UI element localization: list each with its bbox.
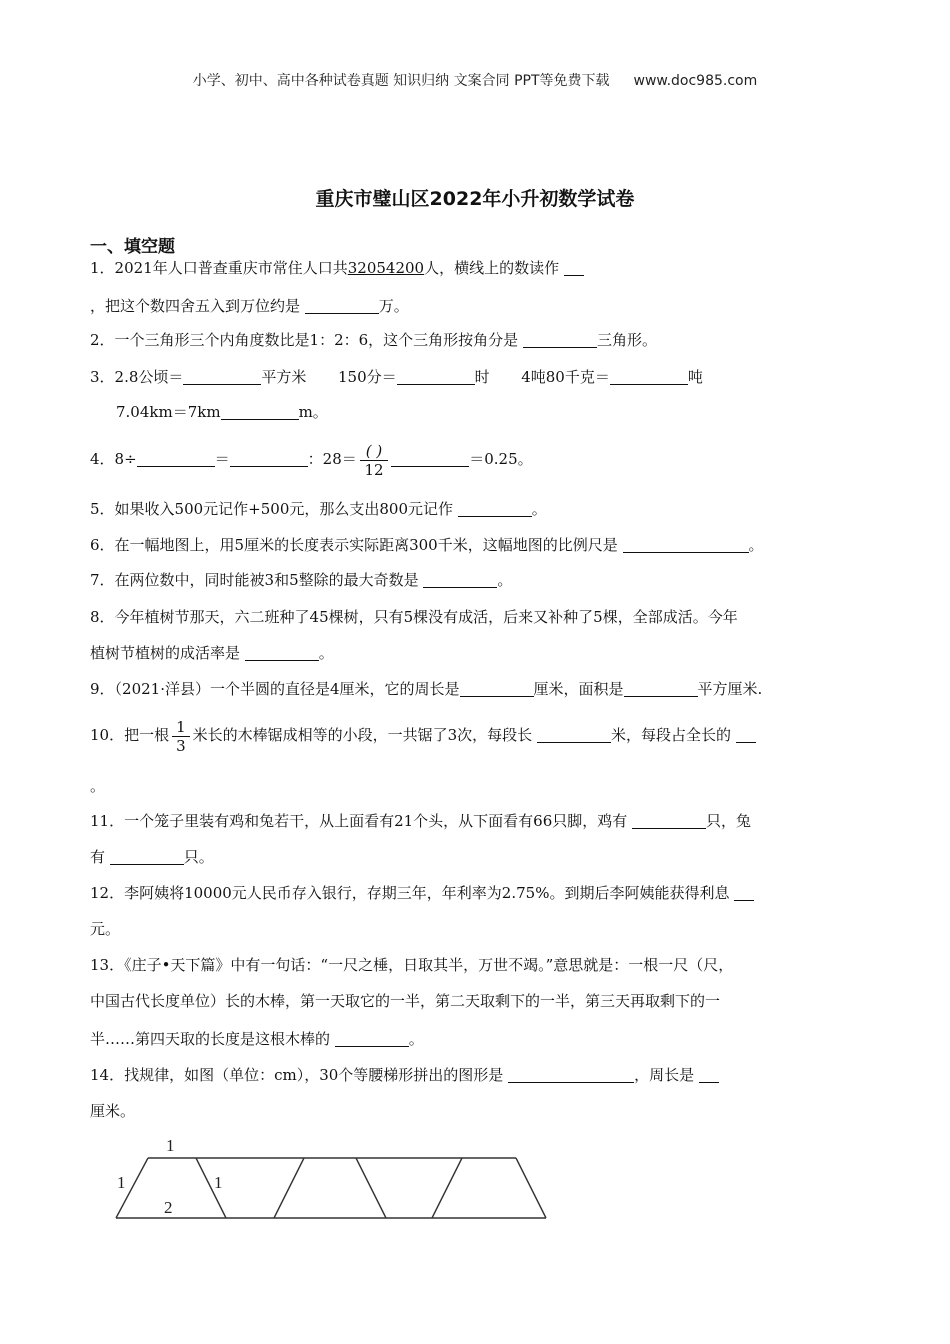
question-13-line-2: 中国古代长度单位）长的木棒，第一天取它的一半，第二天取剩下的一半，第三天再取剩下的一 xyxy=(90,992,721,1010)
answer-blank[interactable] xyxy=(632,812,706,829)
question-12-line-2: 元。 xyxy=(90,920,121,938)
question-10: 10．把一根 $\frac{1}{3}$ 米长的木棒锯成相等的小段，一共锯了3次，每段长 米，每段占全长的 xyxy=(90,712,860,758)
answer-blank[interactable] xyxy=(624,680,698,697)
question-1-line-2: ，把这个数四舍五入到万位约是 万。 xyxy=(90,297,409,315)
question-2: 2．一个三角形三个内角度数比是1：2：6，这个三角形按角分是 三角形。 xyxy=(90,331,657,349)
section-heading: 一、填空题 xyxy=(90,237,175,257)
question-8-line-1: 8．今年植树节那天，六二班种了45棵树，只有5棵没有成活，后来又补种了5棵，全部成活。今年 xyxy=(90,608,738,626)
label-left: 1 xyxy=(117,1173,126,1192)
answer-blank[interactable] xyxy=(523,331,597,348)
question-14-line-1: 14．找规律，如图（单位：cm），30个等腰梯形拼出的图形是 ，周长是 xyxy=(90,1064,860,1086)
answer-blank[interactable] xyxy=(623,536,749,553)
question-13-line-3: 半……第四天取的长度是这根木棒的 。 xyxy=(90,1030,424,1048)
question-8-line-2: 植树节植树的成活率是 。 xyxy=(90,644,334,662)
question-5: 5．如果收入500元记作+500元，那么支出800元记作 。 xyxy=(90,500,547,518)
leg-2 xyxy=(274,1158,304,1218)
figure-lines xyxy=(116,1158,546,1218)
question-11-line-2: 有 只。 xyxy=(90,848,214,866)
leg-3 xyxy=(356,1158,386,1218)
question-13-line-1: 13．《庄子•天下篇》中有一句话：“一尺之棰，日取其半，万世不竭。”意思就是：一根一尺（尺， xyxy=(90,956,734,974)
answer-blank[interactable] xyxy=(508,1066,634,1083)
underlined-number: 32054200 xyxy=(347,259,425,277)
answer-blank[interactable] xyxy=(734,884,754,901)
question-1-line-1: 1．2021年人口普查重庆市常住人口共32054200人，横线上的数读作 xyxy=(90,257,860,279)
header-site[interactable]: www.doc985.com xyxy=(633,73,758,89)
answer-blank[interactable] xyxy=(221,403,299,420)
fraction: $\frac{1}{3}$ xyxy=(172,718,190,755)
right-leg xyxy=(516,1158,546,1218)
question-7: 7．在两位数中，同时能被3和5整除的最大奇数是 。 xyxy=(90,571,513,589)
question-3-line-2: 7.04km＝7km m。 xyxy=(116,403,328,421)
page-header xyxy=(0,70,950,90)
answer-blank[interactable] xyxy=(183,368,261,385)
question-3-line-1: 3．2.8公顷＝ 平方米 150分＝ 时 4吨80千克＝ 吨 xyxy=(90,368,703,386)
label-middle: 1 xyxy=(214,1173,223,1192)
answer-blank[interactable] xyxy=(699,1066,719,1083)
page-title: 重庆市璧山区2022年小升初数学试卷 xyxy=(315,188,635,210)
answer-blank[interactable] xyxy=(423,571,497,588)
question-12-line-1: 12．李阿姨将10000元人民币存入银行，存期三年，年利率为2.75%。到期后李阿姨能获得利息 xyxy=(90,882,860,904)
question-4: 4．8÷ ＝ ：28＝ $\frac{( )}{12}$ ＝0.25。 xyxy=(90,441,533,479)
answer-blank[interactable] xyxy=(458,500,532,517)
answer-blank[interactable] xyxy=(460,680,534,697)
answer-blank[interactable] xyxy=(736,726,756,743)
answer-blank[interactable] xyxy=(397,368,475,385)
question-10-line-2: 。 xyxy=(90,777,106,795)
answer-blank[interactable] xyxy=(564,259,584,276)
question-9: 9．（2021·洋县）一个半圆的直径是4厘米，它的周长是 厘米，面积是 平方厘米. xyxy=(90,680,763,698)
answer-blank[interactable] xyxy=(537,726,611,743)
answer-blank[interactable] xyxy=(137,450,215,467)
answer-blank[interactable] xyxy=(110,848,184,865)
answer-blank[interactable] xyxy=(391,450,469,467)
trapezoid-figure xyxy=(106,1134,556,1226)
question-11-line-1: 11．一个笼子里装有鸡和兔若干，从上面看有21个头，从下面看有66只脚，鸡有 只，兔 xyxy=(90,812,752,830)
label-bottom: 2 xyxy=(164,1198,173,1217)
label-top: 1 xyxy=(166,1136,175,1155)
leg-4 xyxy=(432,1158,462,1218)
answer-blank[interactable] xyxy=(335,1030,409,1047)
question-6: 6．在一幅地图上，用5厘米的长度表示实际距离300千米，这幅地图的比例尺是 。 xyxy=(90,536,764,554)
header-text: 小学、初中、高中各种试卷真题 知识归纳 文案合同 PPT等免费下载 xyxy=(192,73,610,89)
answer-blank[interactable] xyxy=(610,368,688,385)
answer-blank[interactable] xyxy=(245,644,319,661)
answer-blank[interactable] xyxy=(305,297,379,314)
fraction: $\frac{( )}{12}$ xyxy=(360,442,388,479)
answer-blank[interactable] xyxy=(230,450,308,467)
question-14-line-2: 厘米。 xyxy=(90,1102,136,1120)
